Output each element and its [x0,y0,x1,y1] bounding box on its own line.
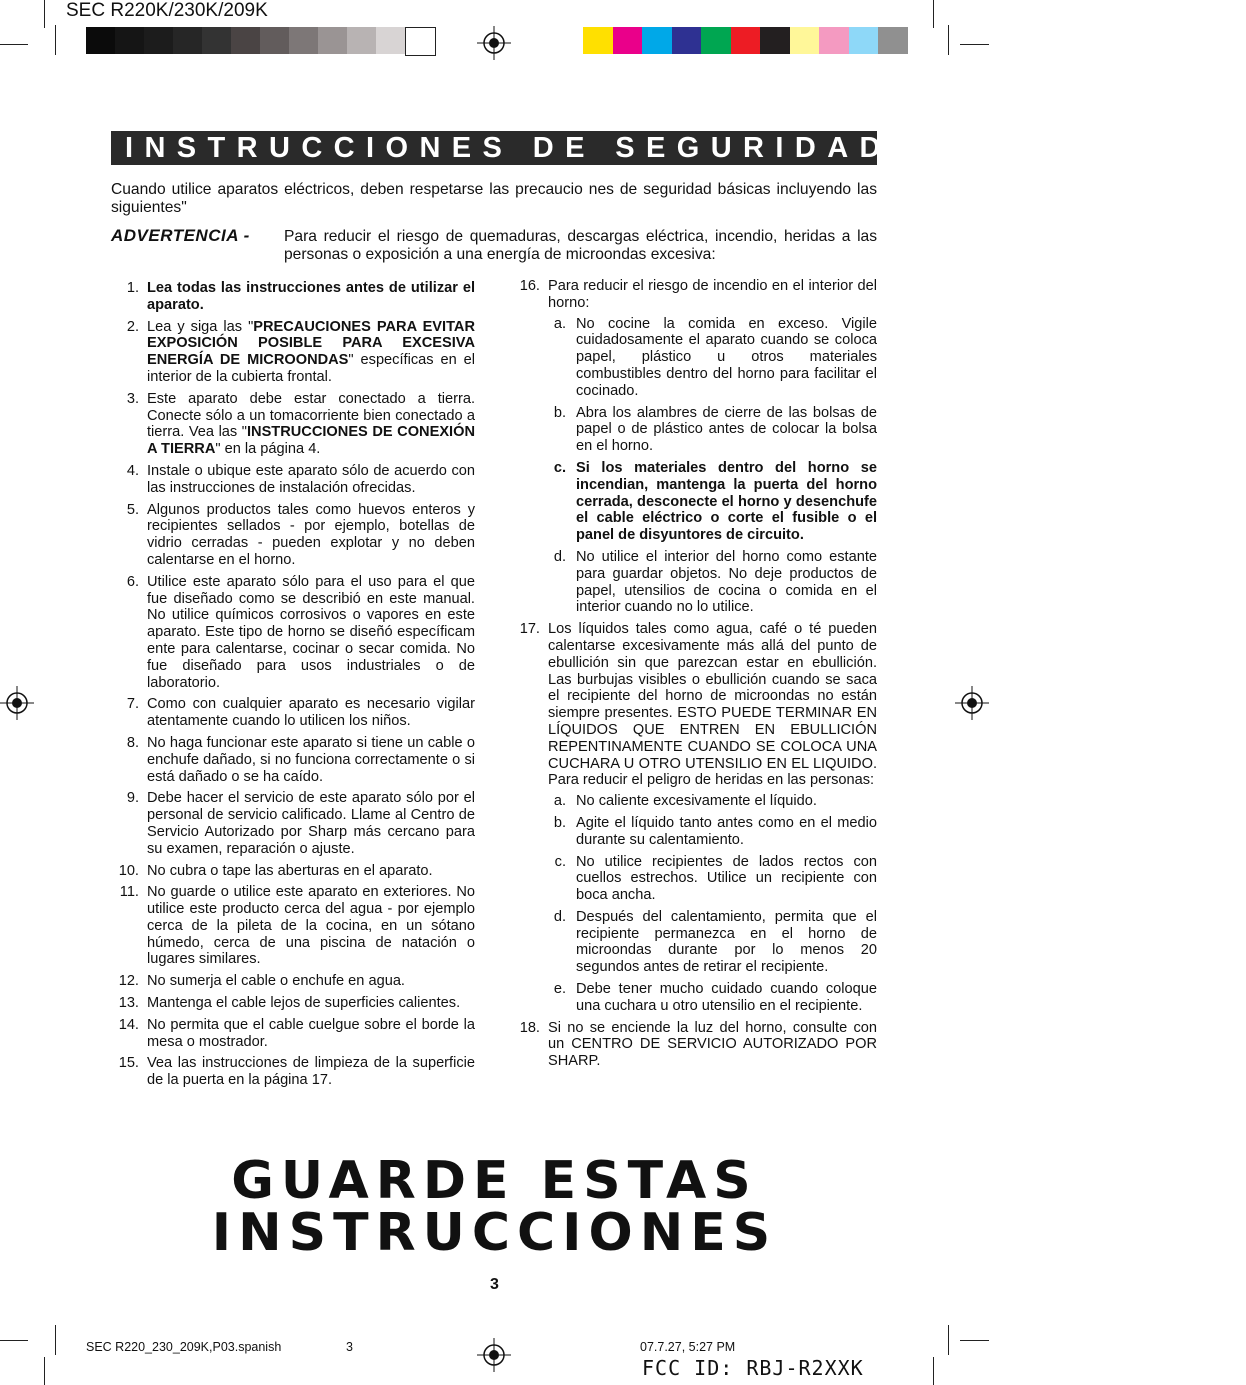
list-item [111,973,475,990]
color-swatch [760,27,790,54]
safety-list-left [111,280,475,1089]
sub-item-letter: b. [553,814,566,831]
text-run: Después del calentamiento, permita que el recipiente permanezca en el horno de microondas durante por lo menos 20 segundos antes de retirar el recipiente. [576,908,877,976]
item-text [147,995,475,1012]
item-text [147,884,475,968]
text-run: No cocine la comida en exceso. Vigile cuidadosamente el aparato cuando se coloca papel, plástico u otros materiales combustibles dentro del horno para facilitar el cocinado. [576,315,877,399]
text-run: Utilice este aparato sólo para el uso para el que fue diseñado como se describió en este manual. No utilice químicos corrosivos o vapores en este aparato. Este tipo de horno se diseñó específicam ente para calentarse, cocinar o secar comida. No fue diseñado para usos industriales o de laboratorio. [147,573,475,691]
list-item [512,278,877,616]
color-swatch [347,27,376,54]
right-column [512,278,877,1075]
text-run: Instale o ubique este aparato sólo de acuerdo con las instrucciones de instalación ofrecidas. [147,462,475,496]
color-swatch [202,27,231,54]
list-item [512,1020,877,1070]
fcc-id: FCC ID: RBJ-R2XXK [642,1356,864,1380]
safety-list-right [512,278,877,1070]
item-text [147,735,475,785]
item-text [548,621,877,789]
color-swatch [613,27,643,54]
sub-item [548,793,877,810]
sub-item [548,854,877,904]
list-item [111,863,475,880]
list-item [111,1017,475,1051]
item-number: 7. [126,696,139,713]
text-run: No caliente excesivamente el líquido. [576,793,817,810]
text-run: No permita que el cable cuelgue sobre el borde la mesa o mostrador. [147,1016,475,1050]
item-text [147,319,475,386]
list-item [111,884,475,968]
sub-item-text [576,460,877,544]
color-swatch [878,27,908,54]
list-item [111,319,475,386]
item-number: 8. [126,734,139,751]
color-swatch [289,27,318,54]
item-number: 18. [519,1019,540,1036]
sub-item-letter: a. [553,315,566,332]
item-number: 3. [126,390,139,407]
warning-label: ADVERTENCIA - [111,226,250,245]
item-text [147,1017,475,1051]
color-swatch [376,27,405,54]
list-item [111,463,475,497]
text-run: Este aparato debe estar conectado a tierra. Conecte sólo a un tomacorriente bien conectado a tierra. Vea las " [147,390,475,441]
item-number: 6. [126,573,139,590]
warning-text: Para reducir el riesgo de quemaduras, descargas eléctrica, incendio, heridas a las personas o exposición a una energía de microondas excesiva: [284,228,877,263]
sub-item [548,316,877,400]
sub-item-text [576,909,877,976]
registration-mark-icon [477,1338,511,1372]
sub-item [548,909,877,976]
text-run: No guarde o utilice este aparato en exteriores. No utilice este producto cerca del agua - por ejemplo cerca de la pileta de la cocina, en un sótano húmedo, cerca de una piscina de natación o lugares similares. [147,884,475,968]
text-run: Debe tener mucho cuidado cuando coloque una cuchara u otro utensilio en el recipiente. [576,981,877,1014]
item-number: 17. [519,621,540,638]
save-instructions-line-2: INSTRUCCIONES [211,1203,778,1263]
sub-item-text [576,981,877,1015]
item-number: 9. [126,790,139,807]
intro-paragraph: Cuando utilice aparatos eléctricos, deben respetarse las precaucio nes de seguridad básicas incluyendo las siguientes" [111,181,877,216]
text-run: Algunos productos tales como huevos enteros y recipientes sellados - por ejemplo, botellas de vidrio cerradas - pueden explotar y no deben calentarse en el horno. [147,501,475,568]
item-text [147,463,475,497]
text-run: No haga funcionar este aparato si tiene un cable o enchufe dañado, si no funciona correctamente o si está dañado o se ha caído. [147,734,475,785]
sub-item-letter: a. [553,793,566,810]
color-swatch [260,27,289,54]
item-number: 11. [119,884,139,901]
registration-mark-icon [477,26,511,60]
item-text [147,696,475,730]
item-number: 5. [126,501,139,518]
sub-item-letter: c. [554,853,566,870]
list-item [111,790,475,857]
sub-item-text [576,405,877,455]
sub-item [548,981,877,1015]
registration-mark-icon [0,686,34,720]
text-run: INSTRUCCIONES DE CONEXIÓN A TIERRA [147,424,475,458]
item-text [147,391,475,458]
text-run: " en la página 4. [215,441,321,458]
page-title: INSTRUCCIONES DE SEGURIDAD IMPORTANTES [111,131,877,165]
sub-item-letter: b. [553,404,566,421]
footer-page: 3 [346,1340,353,1354]
sub-item-text [576,854,877,904]
sub-item-text [576,549,877,616]
list-item [111,995,475,1012]
footer-filename: SEC R220_230_209K,P03.spanish [86,1340,282,1354]
item-text [147,280,475,314]
sub-item [548,405,877,455]
header-code: SEC R220K/230K/209K [66,0,268,21]
color-swatch [790,27,820,54]
item-number: 10. [118,862,139,879]
list-item [111,1055,475,1089]
item-number: 15. [118,1055,139,1072]
list-item [111,502,475,569]
sub-item-letter: d. [553,908,566,925]
registration-mark-icon [955,686,989,720]
item-number: 4. [126,462,139,479]
text-run: Los líquidos tales como agua, café o té pueden calentarse excesivamente más allá del punto de ebullición sin que parezcan estar en ebullición. Las burbujas visibles o ebullición cuando se saca el recipiente del horno de microondas no están siempre presentes. ESTO PUEDE TERMINAR EN LÍQUIDOS QUE ENTREN EN EBULLICIÓN REPENTINAMENTE CUANDO SE COLOCA UNA CUCHARA U OTRO UTENSILIO EN EL LIQUIDO. Para reducir el peligro de heridas en las personas: [548,621,877,789]
list-item [512,621,877,1015]
item-text [147,973,475,990]
color-swatch [849,27,879,54]
item-number: 12. [118,973,139,990]
text-run: Lea y siga las " [147,318,254,335]
sub-item [548,460,877,544]
text-run: Si no se enciende la luz del horno, consulte con un CENTRO DE SERVICIO AUTORIZADO POR SHARP. [548,1019,877,1070]
page-number: 3 [490,1276,499,1293]
sub-item-text [576,316,877,400]
save-instructions-line-1: GUARDE ESTAS [231,1151,758,1211]
text-run: Mantenga el cable lejos de superficies calientes. [147,995,461,1012]
item-number: 2. [126,318,139,335]
list-item [111,391,475,458]
color-swatch [642,27,672,54]
item-number: 14. [118,1016,139,1033]
sub-item [548,815,877,849]
sub-item-text [576,793,877,810]
color-swatch [583,27,613,54]
item-text [147,502,475,569]
text-run: No sumerja el cable o enchufe en agua. [147,973,405,990]
sub-item [548,549,877,616]
item-text [147,790,475,857]
color-swatch [231,27,260,54]
text-run: Debe hacer el servicio de este aparato sólo por el personal de servicio calificado. Llame al Centro de Servicio Autorizado por Sharp más cercano para su examen, reparación o ajuste. [147,790,475,857]
color-swatch [405,27,436,56]
list-item [111,696,475,730]
text-run: " específicas en el interior de la cubierta frontal. [147,352,475,385]
item-number: 16. [519,278,540,294]
list-item [111,735,475,785]
text-run: Lea todas las instrucciones antes de utilizar el aparato. [147,280,475,313]
color-swatch [86,27,115,54]
color-swatch [819,27,849,54]
text-run: Vea las instrucciones de limpieza de la superficie de la puerta en la página 17. [147,1055,475,1089]
sub-item-letter: d. [553,548,566,565]
text-run: No cubra o tape las aberturas en el aparato. [147,862,433,879]
item-text [147,574,475,692]
footer-date: 07.7.27, 5:27 PM [640,1340,736,1354]
text-run: No utilice el interior del horno como estante para guardar objetos. No deje productos de papel, utensilios de cocina o comida en el interior cuando no lo utilice. [576,548,877,616]
text-run: Si los materiales dentro del horno se incendian, mantenga la puerta del horno cerrada, desconecte el horno y desenchufe el cable eléctrico o corte el fusible o el panel de disyuntores de circuito. [576,459,877,544]
color-swatch [144,27,173,54]
color-swatch [701,27,731,54]
text-run: PRECAUCIONES PARA EVITAR EXPOSICIÓN POSIBLE PARA EXCESIVA ENERGÍA DE MICROONDAS [147,318,475,369]
item-text [548,1020,877,1070]
item-number: 13. [118,995,139,1012]
list-item [111,574,475,692]
text-run: Para reducir el riesgo de incendio en el interior del horno: [548,278,877,311]
color-swatch [115,27,144,54]
sub-item-letter: c. [553,459,566,476]
color-swatch [731,27,761,54]
item-text [147,1055,475,1089]
color-swatch [318,27,347,54]
text-run: Abra los alambres de cierre de las bolsas de papel o de plástico antes de colocar la bolsa en el horno. [576,404,877,455]
text-run: Como con cualquier aparato es necesario vigilar atentamente cuando lo utilicen los niños. [147,696,475,730]
item-text [548,278,877,312]
text-run: No utilice recipientes de lados rectos con cuellos estrechos. Utilice un recipiente con boca ancha. [576,853,877,904]
left-column [111,280,475,1094]
item-number: 1. [126,280,139,296]
color-swatch [173,27,202,54]
list-item [111,280,475,314]
color-swatch [672,27,702,54]
item-text [147,863,475,880]
text-run: Agite el líquido tanto antes como en el medio durante su calentamiento. [576,814,877,848]
sub-item-text [576,815,877,849]
sub-item-letter: e. [553,981,566,998]
